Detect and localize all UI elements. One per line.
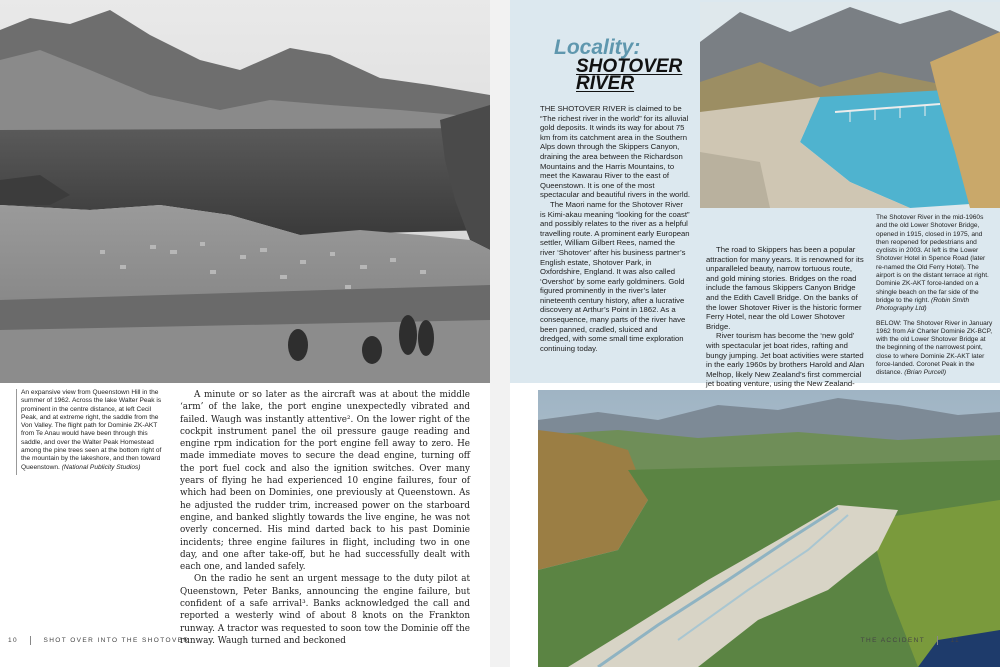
col2-paragraph: River tourism has become the ‘new gold’ with spectacular jet boat rides, rafting and bungy jumping. Jet boat activities were started in the early 1960s by brothers Harold and Alan Melhop, likely New Zealand’s first commercial jet boating venture, using the New Zealand-: [706, 331, 865, 389]
page-number: 11: [950, 637, 960, 645]
shotover-bridge-photo: [700, 2, 1000, 208]
shotover-aerial-art: [538, 390, 1000, 667]
body-paragraph: On the radio he sent an urgent message to the duty pilot at Queenstown, Peter Banks, announcing the engine failure, but confident of a safe arrival³. Banks acknowledged the call and reported a westerly wind of about 8 knots on the Frankton runway. A tractor was requested to soon tow the Dominie off the runway. Waugh turned and beckoned: [180, 574, 470, 646]
gutter: [490, 0, 510, 667]
caption-rule: [16, 389, 17, 475]
right-page: [510, 0, 1000, 667]
col1-paragraph: THE SHOTOVER RIVER is claimed to be “The richest river in the world” for its alluvial gold deposits. It winds its way for about 75 km from its catchment area in the Southern Alps down through the Skippers Canyon, draining the area between the Richardson Mountains and the Harris Mountains, to meet the Kawarau River to the east of Queenstown. It is one of the most spectacular and beautiful rivers in the world.: [540, 104, 690, 200]
title-main: [576, 56, 683, 94]
queenstown-bw-photo: [0, 0, 490, 383]
running-head: THE ACCIDENT: [860, 637, 925, 645]
bridge-caption-text: The Shotover River in the mid-1960s and the old Lower Shotover Bridge, opened in 1915, closed in 1975, and then reopened for pedestrians and cyclists in 2003. At left is the Lower Shotover Hotel in Spence Road (later re-named the Old Ferry Hotel). The airport is on the distant terrace at right. Dominie ZK-AKT force-landed on a shingle beach on the far side of the bridge to the right.: [876, 214, 989, 304]
caption-credit: (National Publicity Studios): [61, 463, 141, 471]
below-caption-credit: (Brian Purcell): [904, 369, 947, 377]
below-caption-text: BELOW: The Shotover River in January 1962 from Air Charter Dominie ZK-BCP, with the old Lower Shotover Bridge at the beginning of the narrowest point, close to where Dominie ZK-AKT later force-landed. Coronet Peak in the distance.: [876, 319, 993, 377]
queenstown-photo-art: [0, 0, 490, 383]
caption-text: An expansive view from Queenstown Hill in the summer of 1962. Across the lake Walter Peak is prominent in the centre distance, at left Cecil Peak, and at extreme right, the saddle from the Von Valley. The flight path for Dominie ZK-AKT from Te Anau would have been through this saddle, and over the Walter Peak Homestead among the pine trees seen at the bottom right of the mountain by the lakeshore, and then toward Queenstown.: [21, 389, 162, 471]
bridge-caption: [876, 214, 994, 378]
page-number: 10: [8, 637, 19, 645]
body-text: [180, 389, 470, 647]
shotover-bridge-art: [700, 2, 1000, 208]
title-kicker: Locality:: [554, 36, 641, 59]
second-column: [706, 245, 866, 399]
col2-paragraph: The road to Skippers has been a popular attraction for many years. It is renowned for its unparalleled beauty, narrow tortuous route, and gold mining stories. Bridges on the road include the famous Skippers Canyon Bridge and the Edith Cavell Bridge. On the banks of the lower Shotover River is the historic former Ferry Hotel, near the old Lower Shotover Bridge.: [706, 245, 864, 331]
left-page: [0, 0, 490, 667]
running-head: SHOT OVER INTO THE SHOTOVER: [43, 637, 190, 645]
bridge-caption-credit: (Robin Smith Photography Ltd): [876, 296, 970, 313]
right-folio: [861, 636, 960, 645]
shotover-aerial-photo: [538, 390, 1000, 667]
col1-paragraph: The Maori name for the Shotover River is Kimi-akau meaning “looking for the coast” and possibly relates to the river as a helpful travelling route. A prominent early European settler, William Gilbert Rees, named the river ‘Shotover’ after his business partner’s English estate, Shotover Park, in Oxfordshire, England. It was also called ‘Overshot’ by some early goldminers. Gold figured prominently in the river’s later nineteenth century history, after a lucrative discovery at Arthur’s Point in 1862. As a consequence, many parts of the river have been panned, cradled, sluiced and dredged, with some small time exploration continuing today.: [540, 199, 690, 353]
body-paragraph: A minute or so later as the aircraft was at about the middle ‘arm’ of the lake, the port engine unexpectedly vibrated and failed. Waugh was instantly attentive². On the lower right of the cockpit instrument panel the oil pressure gauge reading and engine rpm indication for the port engine fell away to zero. He made immediate moves to secure the dead engine, turning off the port fuel cock and also the ignition switches. Over many years of flying he had experienced 10 engine failures, four of which had been on Dominies, one previously at Queenstown. As he adjusted the rudder trim, increased power on the starboard engine, and banked slightly towards the live engine, he was not overly concerned. His mind darted back to his past Dominie incidents; three engine failures in flight, including two in one day, and one after take-off, but he had successfully dealt with each one, and landed safely.: [180, 390, 470, 573]
left-folio: [8, 636, 190, 645]
title-main-text: SHOTOVER RIVER: [576, 56, 683, 94]
photo-caption: [21, 389, 169, 472]
intro-column: [540, 104, 690, 353]
